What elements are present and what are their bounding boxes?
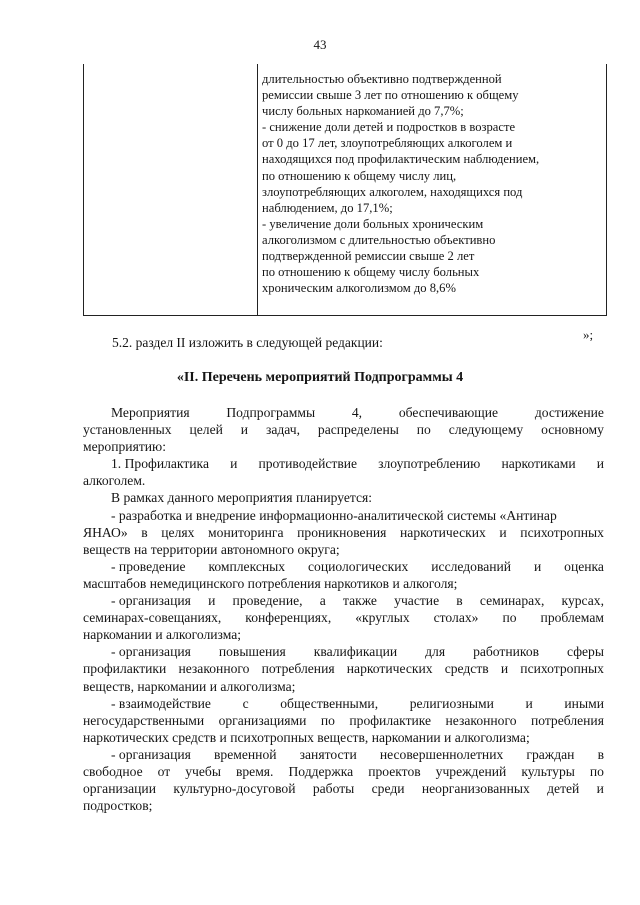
- word: исследований: [431, 558, 512, 574]
- word: курсах,: [561, 593, 604, 609]
- word: «круглых: [355, 610, 410, 626]
- word: ЯНАО»: [83, 524, 128, 540]
- word: - организация: [111, 746, 191, 762]
- word: и: [500, 661, 509, 677]
- word: следующему: [448, 422, 524, 438]
- word: участие: [394, 593, 440, 609]
- table-line: находящихся под профилактическим наблюдением,: [262, 152, 540, 167]
- text-line: [83, 609, 604, 626]
- word: граждан: [526, 746, 575, 762]
- word: мониторинга: [208, 524, 284, 540]
- word: семинарах,: [479, 593, 545, 609]
- word: сферы: [567, 644, 604, 660]
- table-line: - увеличение доли больных хроническим: [262, 216, 484, 231]
- word: временной: [214, 746, 277, 762]
- word: 4,: [351, 405, 363, 420]
- word: проектов: [368, 763, 421, 779]
- word: время.: [235, 763, 274, 779]
- word: для: [425, 644, 446, 660]
- word: обеспечивающие: [398, 405, 499, 420]
- word: семинарах-совещаниях,: [83, 610, 222, 626]
- text-line: [83, 695, 604, 712]
- word: профилактике: [349, 712, 432, 728]
- word: по: [320, 712, 335, 728]
- word: комплексных: [208, 558, 286, 574]
- table-line: подтвержденной ремиссии свыше 2 лет: [262, 249, 475, 264]
- word: проникновения: [297, 524, 387, 540]
- word: занятости: [299, 746, 357, 762]
- word: проведение,: [232, 593, 303, 609]
- word: незаконного: [178, 661, 250, 677]
- word: повышения: [218, 644, 286, 660]
- word: и: [499, 524, 507, 540]
- closing-quote: »;: [583, 327, 594, 342]
- word: также: [342, 593, 377, 609]
- word: работников: [473, 644, 540, 660]
- text-line: [83, 643, 604, 660]
- word: организации: [83, 781, 156, 797]
- amendment-instruction: 5.2. раздел II изложить в следующей редакции:: [112, 335, 383, 350]
- word: работы: [312, 781, 355, 797]
- paragraph: [83, 643, 604, 694]
- text-line: [83, 507, 604, 524]
- word: детей: [547, 781, 580, 797]
- word: в: [141, 524, 148, 540]
- word: от: [157, 763, 171, 779]
- word: 1. Профилактика: [111, 456, 209, 472]
- table-line: злоупотребляющих алкоголем, находящихся под: [262, 184, 523, 199]
- continuation-table: [83, 64, 607, 316]
- word: и: [230, 456, 238, 472]
- word: потребления: [261, 661, 335, 677]
- table-line: длительностью объективно подтвержденной: [262, 72, 502, 86]
- word: масштабов немедицинского потребления наркотиков и алкоголя;: [83, 575, 458, 591]
- word: религиозными: [409, 695, 494, 711]
- word: в: [456, 593, 463, 609]
- word: основному: [541, 422, 604, 438]
- word: учреждений: [435, 763, 507, 779]
- word: несовершеннолетних: [379, 746, 504, 762]
- text-line: [83, 780, 604, 797]
- word: столах»: [433, 610, 479, 626]
- word: злоупотреблению: [378, 456, 481, 472]
- word: наркотических средств и психотропных веществ, наркомании и алкоголизма;: [83, 729, 530, 745]
- word: мероприятию:: [83, 439, 166, 455]
- word: иными: [564, 695, 604, 711]
- word: - организация: [111, 593, 191, 609]
- text-line: [83, 404, 604, 421]
- word: и: [208, 593, 216, 609]
- word: средств: [444, 661, 489, 677]
- paragraph: [83, 489, 604, 506]
- section-body: [83, 404, 604, 814]
- word: задач,: [265, 422, 300, 438]
- word: проблемам: [540, 610, 604, 626]
- paragraph: [83, 507, 604, 558]
- word: с: [242, 695, 249, 711]
- text-line: [83, 558, 604, 575]
- word: Поддержка: [288, 763, 354, 779]
- text-line: [83, 763, 604, 780]
- word: - организация: [111, 644, 191, 660]
- word: конференциях,: [245, 610, 332, 626]
- table-line: наблюдением, до 17,1%;: [262, 200, 393, 215]
- text-line: [83, 592, 604, 609]
- word: по: [589, 763, 604, 779]
- table-column-divider: [257, 64, 258, 315]
- word: квалификации: [313, 644, 398, 660]
- table-cell-indicators: [262, 71, 602, 296]
- paragraph: [83, 695, 604, 746]
- word: свободное: [83, 763, 143, 779]
- word: и: [533, 558, 542, 574]
- text-line: [83, 746, 604, 763]
- word: неорганизованных: [421, 781, 530, 797]
- word: учебы: [185, 763, 221, 779]
- text-line: [83, 729, 604, 746]
- paragraph: [83, 455, 604, 489]
- word: и: [596, 456, 604, 472]
- word: и: [525, 695, 533, 711]
- word: целях: [161, 524, 195, 540]
- text-line: [83, 541, 604, 558]
- text-line: [83, 660, 604, 677]
- word: распределены: [317, 422, 399, 438]
- word: Подпрограммы: [226, 405, 316, 420]
- word: потребления: [530, 712, 604, 728]
- word: наркотических: [346, 661, 433, 677]
- word: - проведение: [111, 558, 186, 574]
- word: и: [596, 781, 604, 797]
- word: противодействие: [258, 456, 358, 472]
- word: наркотиками: [501, 456, 576, 472]
- word: целей: [189, 422, 223, 438]
- word: психотропных: [520, 524, 604, 540]
- text-line: [83, 575, 604, 592]
- word: оценка: [564, 558, 604, 574]
- word: среди: [371, 781, 405, 797]
- word: по: [416, 422, 431, 438]
- word: в: [597, 746, 604, 762]
- word: социологических: [308, 558, 409, 574]
- word: а: [319, 593, 326, 609]
- paragraph: [83, 592, 604, 643]
- table-line: от 0 до 17 лет, злоупотребляющих алкоголем и: [262, 136, 513, 151]
- word: веществ на территории автономного округа;: [83, 541, 340, 557]
- word: - взаимодействие: [111, 695, 211, 711]
- word: незаконного: [445, 712, 517, 728]
- page-number: 43: [313, 37, 327, 52]
- word: и: [240, 422, 249, 438]
- paragraph: [83, 746, 604, 814]
- word: профилактики: [83, 661, 167, 677]
- word: по: [502, 610, 517, 626]
- word: наркомании и алкоголизма;: [83, 627, 242, 643]
- text-line: [83, 678, 604, 695]
- text-line: [83, 626, 604, 643]
- word: установленных: [83, 422, 172, 438]
- text-line: [83, 489, 604, 506]
- section-title: «II. Перечень мероприятий Подпрограммы 4: [176, 370, 464, 385]
- word: организациями: [218, 712, 307, 728]
- table-line: ремиссии свыше 3 лет по отношению к общему: [262, 88, 519, 103]
- word: психотропных: [520, 661, 604, 677]
- text-line: [83, 421, 604, 438]
- text-line: [83, 455, 604, 472]
- word: Мероприятия: [111, 405, 190, 420]
- word: наркотических: [400, 524, 486, 540]
- table-line: числу больных наркоманией до 7,7%;: [262, 104, 464, 119]
- table-line: по отношению к общему числу больных: [262, 265, 480, 280]
- table-line: хроническим алкоголизмом до 8,6%: [262, 281, 456, 296]
- table-line: по отношению к общему числу лиц,: [262, 168, 457, 183]
- word: подростков;: [83, 798, 153, 814]
- text-line: [83, 712, 604, 729]
- word: достижение: [534, 405, 604, 420]
- word: культуры: [521, 763, 575, 779]
- word: веществ, наркомании и алкоголизма;: [83, 678, 296, 694]
- table-line: алкоголизмом с длительностью объективно: [262, 232, 496, 247]
- word: культурно-досуговой: [173, 781, 296, 797]
- table-line: - снижение доли детей и подростков в возрасте: [262, 120, 516, 135]
- word: - разработка и внедрение информационно-аналитической системы «Антинар: [111, 507, 557, 523]
- word: негосударственными: [83, 712, 205, 728]
- word: алкоголем.: [83, 473, 146, 489]
- text-line: [83, 524, 604, 541]
- paragraph: [83, 558, 604, 592]
- word: общественными,: [280, 695, 379, 711]
- text-line: [83, 438, 604, 455]
- paragraph: [83, 404, 604, 455]
- text-line: [83, 797, 604, 814]
- text-line: [83, 472, 604, 489]
- word: В рамках данного мероприятия планируется:: [111, 490, 373, 506]
